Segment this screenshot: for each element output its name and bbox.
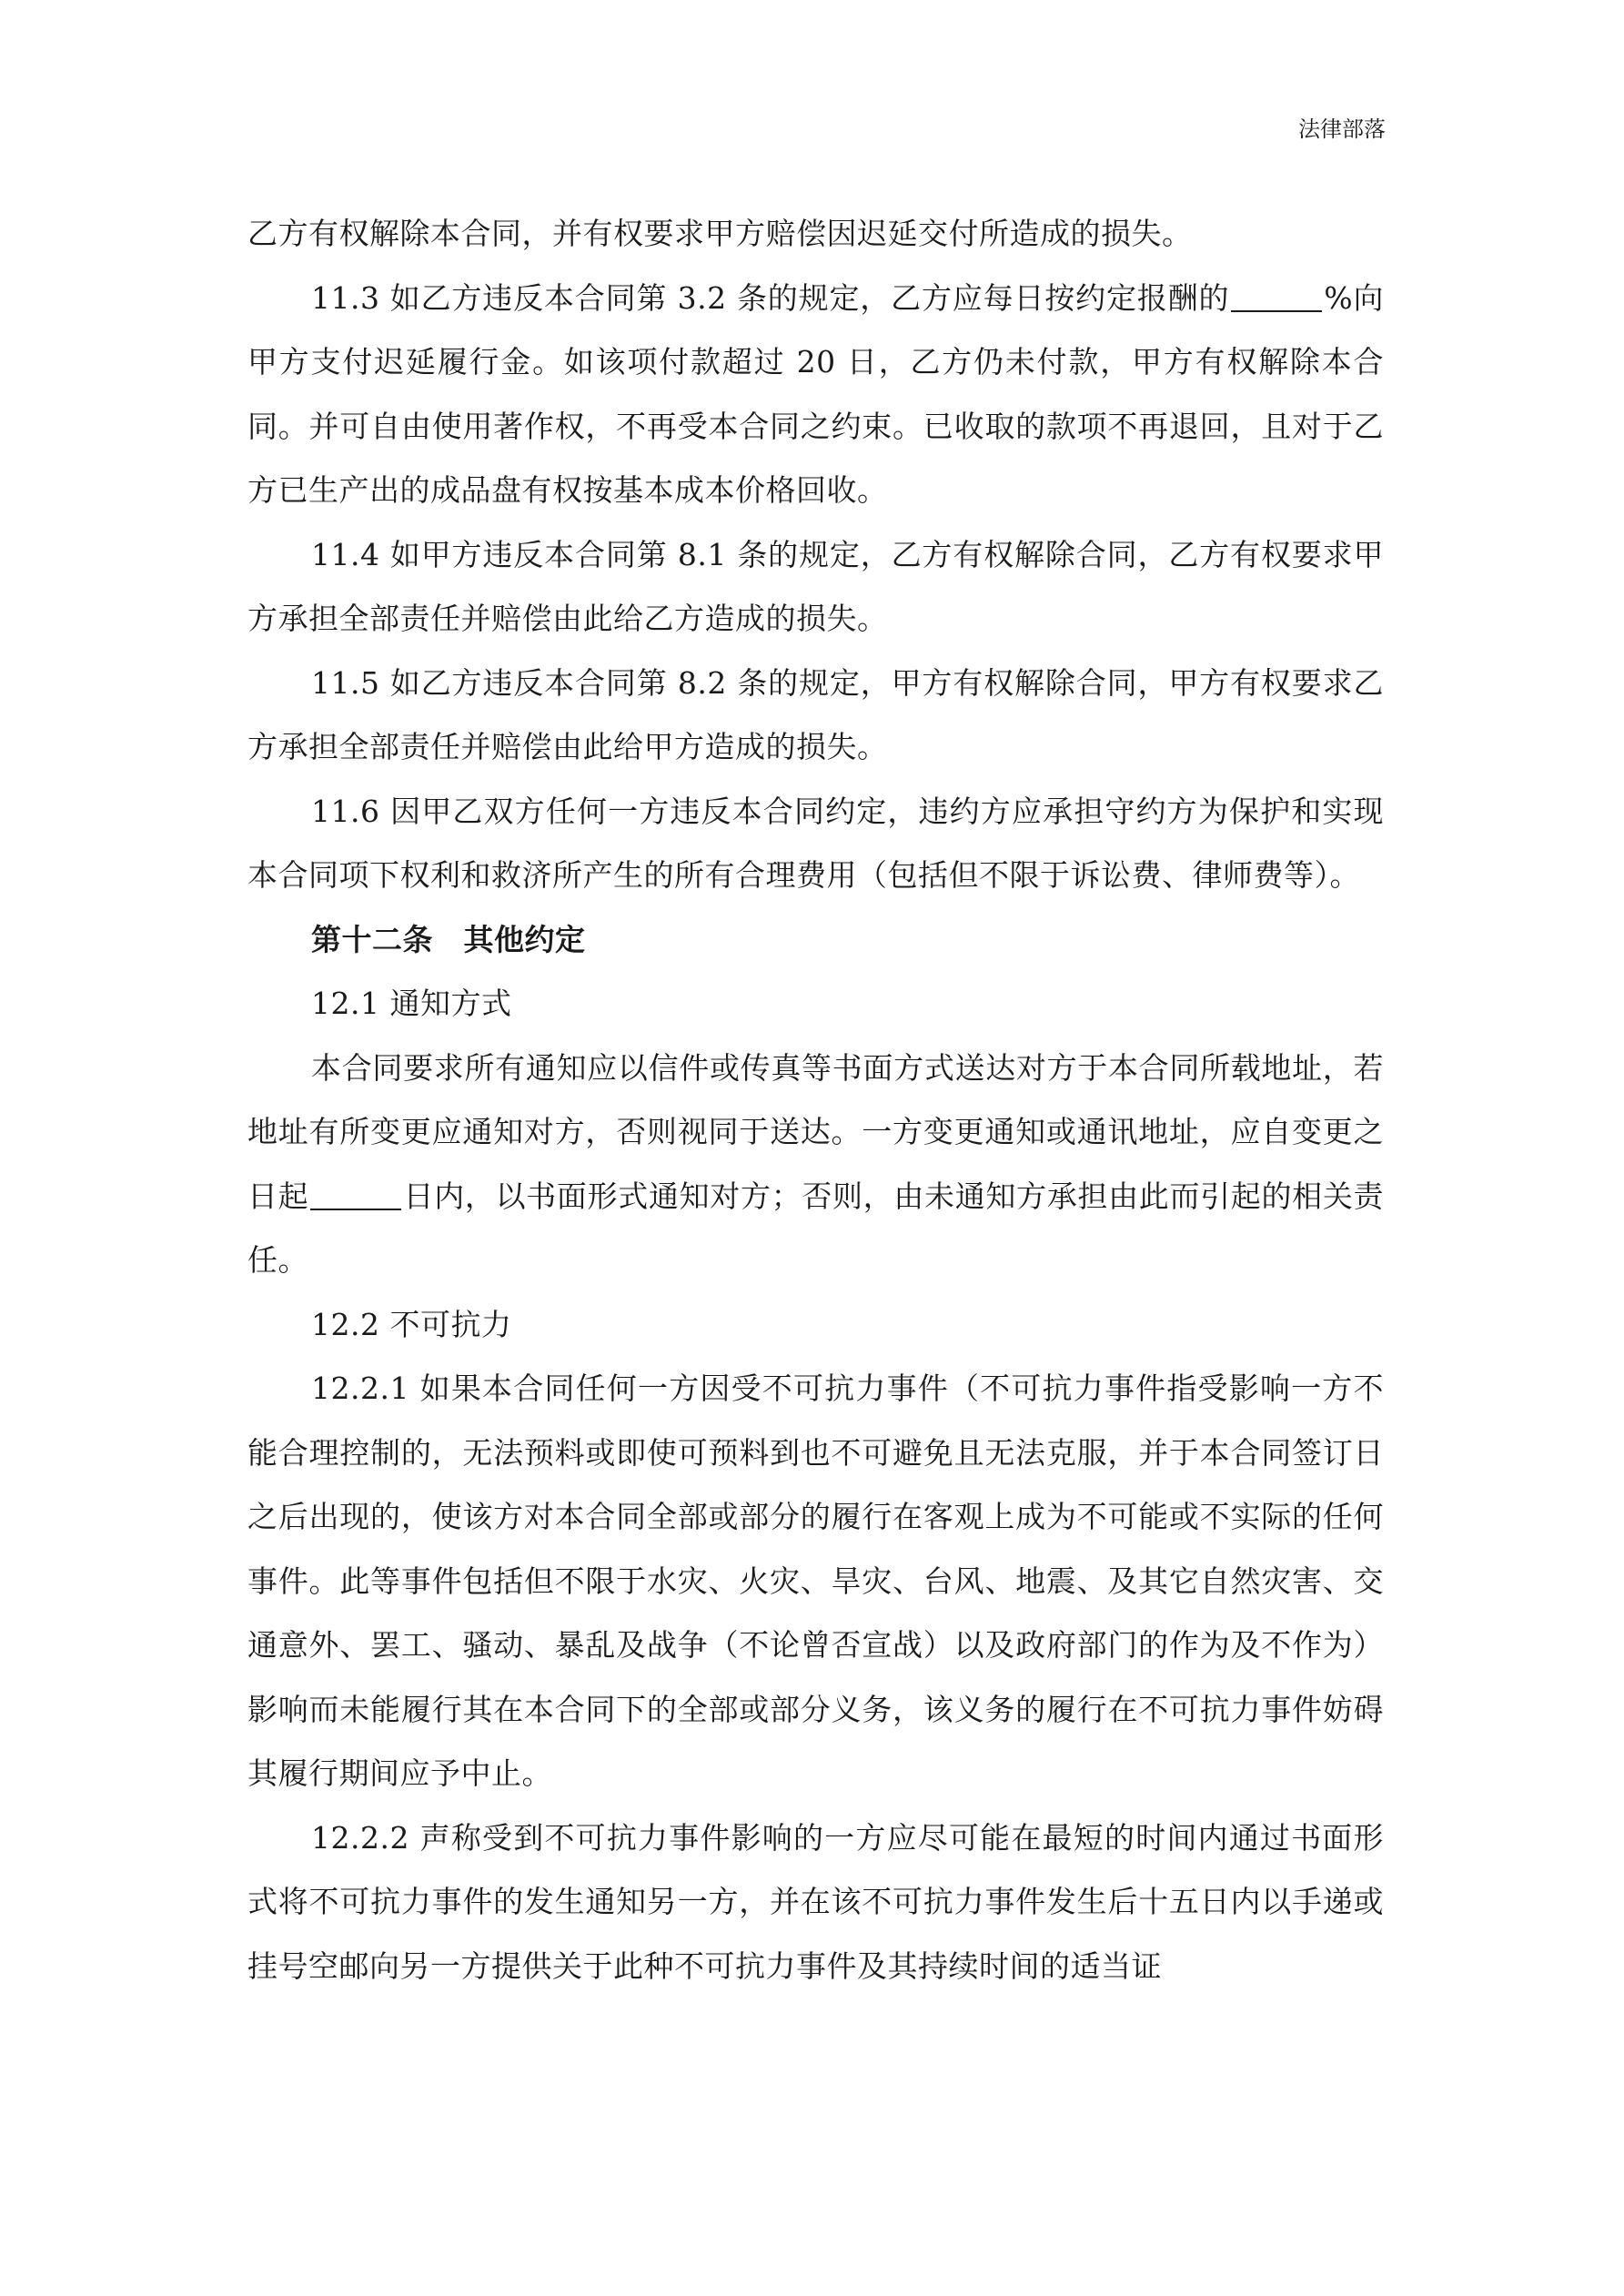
paragraph-11-4: 11.4 如甲方违反本合同第 8.1 条的规定，乙方有权解除合同，乙方有权要求甲方承担全部责任并赔偿由此给乙方造成的损失。 (247, 536, 1384, 636)
paragraph-breach-termination: 乙方有权解除本合同，并有权要求甲方赔偿因迟延交付所造成的损失。 (247, 216, 1193, 251)
paragraph-11-3 (247, 267, 1384, 523)
subheading-12-2: 12.2 不可抗力 (311, 1306, 512, 1342)
subheading-12-1: 12.1 通知方式 (311, 986, 512, 1021)
paragraph-11-5: 11.5 如乙方违反本合同第 8.2 条的规定，甲方有权解除合同，甲方有权要求乙方承担全部责任并赔偿由此给甲方造成的损失。 (247, 664, 1384, 764)
paragraph-12-2-2: 12.2.2 声称受到不可抗力事件影响的一方应尽可能在最短的时间内通过书面形式将不可抗力事件的发生通知另一方，并在该不可抗力事件发生后十五日内以手递或挂号空邮向另一方提供关于此种不可抗力事件及其持续时间的适当证 (247, 1819, 1384, 1984)
paragraph-11-3-text-before: 11.3 如乙方违反本合同第 3.2 条的规定，乙方应每日按约定报酬的 (311, 279, 1230, 316)
fill-in-blank-days[interactable] (310, 1178, 401, 1210)
paragraph-notice-text-after: 日内，以书面形式通知对方；否则，由未通知方承担由此而引起的相关责任。 (247, 1178, 1385, 1278)
paragraph-notice-method (247, 1037, 1384, 1293)
page-header: 法律部落 (1298, 116, 1386, 142)
paragraph-11-6: 11.6 因甲乙双方任何一方违反本合同约定，违约方应承担守约方为保护和实现本合同项下权利和救济所产生的所有合理费用（包括但不限于诉讼费、律师费等）。 (247, 793, 1384, 893)
document-body (247, 202, 1384, 1998)
paragraph-notice-text-before: 本合同要求所有通知应以信件或传真等书面方式送达对方于本合同所载地址，若地址有所变更应通知对方，否则视同于送达。一方变更通知或通讯地址，应自变更之日起 (247, 1049, 1384, 1214)
paragraph-12-2-1: 12.2.1 如果本合同任何一方因受不可抗力事件（不可抗力事件指受影响一方不能合理控制的，无法预料或即使可预料到也不可避免且无法克服，并于本合同签订日之后出现的，使该方对本合同全部或部分的履行在客观上成为不可能或不实际的任何事件。此等事件包括但不限于水灾、火灾、旱灾、台风、地震、及其它自然灾害、交通意外、罢工、骚动、暴乱及战争（不论曾否宣战）以及政府部门的作为及不作为）影响而未能履行其在本合同下的全部或部分义务，该义务的履行在不可抗力事件妨碍其履行期间应予中止。 (247, 1371, 1384, 1791)
section-heading-article-12: 第十二条 其他约定 (311, 921, 586, 957)
paragraph-11-3-text-after: %向甲方支付迟延履行金。如该项付款超过 20 日，乙方仍未付款，甲方有权解除本合同。并可自由使用著作权，不再受本合同之约束。已收取的款项不再退回，且对于乙方已生产出的成品盘有权按基本成本价格回收。 (247, 279, 1384, 508)
fill-in-blank-percent[interactable] (1231, 280, 1322, 312)
